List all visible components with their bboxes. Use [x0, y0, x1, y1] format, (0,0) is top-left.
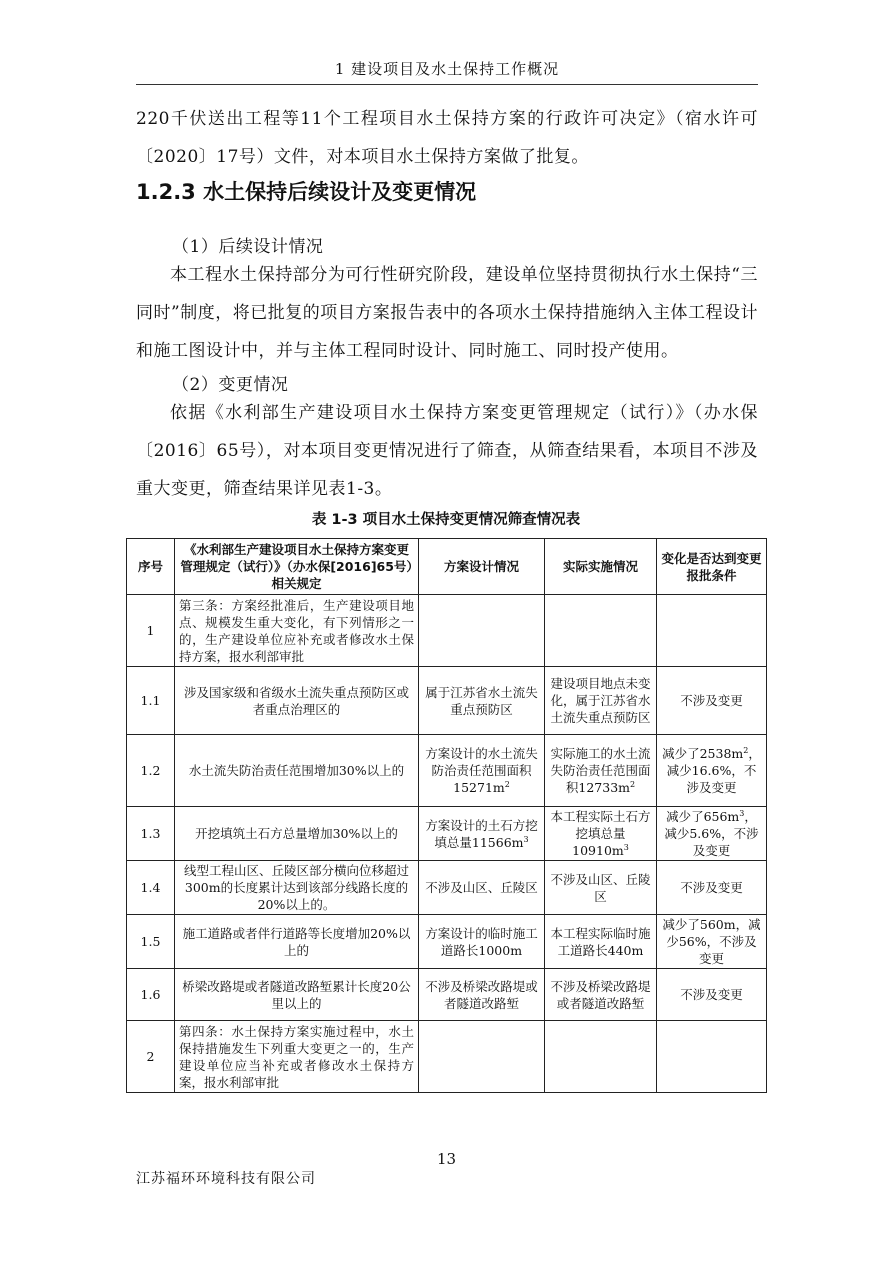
row-reached [657, 595, 767, 667]
row-reached: 减少了560m，减少56%，不涉及变更 [657, 915, 767, 969]
row-design [419, 1021, 545, 1093]
row-actual: 建设项目地点未变化，属于江苏省水土流失重点预防区 [545, 667, 657, 735]
subsection-2-body: 依据《水利部生产建设项目水土保持方案变更管理规定（试行）》（办水保〔2016〕65号），对本项目变更情况进行了筛查，从筛查结果看，本项目不涉及重大变更，筛查结果详见表1-3。 [136, 403, 758, 499]
table-row [127, 1021, 767, 1093]
table-header-row [127, 539, 767, 595]
row-actual: 不涉及山区、丘陵区 [545, 861, 657, 915]
table-row [127, 595, 767, 667]
row-design: 不涉及桥梁改路堤或者隧道改路堑 [419, 969, 545, 1021]
footer-company: 江苏福环环境科技有限公司 [136, 1171, 316, 1187]
table-row [127, 735, 767, 807]
table-row [127, 969, 767, 1021]
row-no: 1.4 [127, 861, 175, 915]
row-reached: 不涉及变更 [657, 969, 767, 1021]
subsection-1-body: 本工程水土保持部分为可行性研究阶段，建设单位坚持贯彻执行水土保持“三同时”制度，将已批复的项目方案报告表中的各项水土保持措施纳入主体工程设计和施工图设计中，并与主体工程同时设计、同时施工、同时投产使用。 [136, 265, 758, 361]
row-rule: 水土流失防治责任范围增加30%以上的 [175, 735, 419, 807]
row-rule: 线型工程山区、丘陵区部分横向位移超过300m的长度累计达到该部分线路长度的20%以上的。 [175, 861, 419, 915]
screening-table [126, 538, 767, 1093]
row-reached: 减少了$656m^3$，减少5.6%，不涉及变更 [657, 807, 767, 861]
page-number: 13 [436, 1150, 457, 1168]
running-header: 1 建设项目及水土保持工作概况 [334, 60, 560, 78]
row-actual [545, 1021, 657, 1093]
row-no: 1.2 [127, 735, 175, 807]
table-row [127, 807, 767, 861]
row-no: 2 [127, 1021, 175, 1093]
table-row [127, 915, 767, 969]
row-no: 1.5 [127, 915, 175, 969]
table-row [127, 667, 767, 735]
row-rule: 涉及国家级和省级水土流失重点预防区或者重点治理区的 [175, 667, 419, 735]
row-actual: 本工程实际临时施工道路长440m [545, 915, 657, 969]
row-actual: 本工程实际土石方挖填总量$10910m^3$ [545, 807, 657, 861]
row-design: 方案设计的土石方挖填总量$11566m^3$ [419, 807, 545, 861]
row-design: 方案设计的临时施工道路长1000m [419, 915, 545, 969]
header-no: 序号 [127, 539, 175, 595]
row-actual [545, 595, 657, 667]
header-rule: 《水利部生产建设项目水土保持方案变更管理规定（试行）》（办水保[2016]65号）相关规定 [175, 539, 419, 595]
subsection-2-title: （2）变更情况 [172, 375, 289, 395]
row-no: 1.3 [127, 807, 175, 861]
table-caption: 表 1-3 项目水土保持变更情况筛查情况表 [311, 512, 581, 528]
row-rule: 施工道路或者伴行道路等长度增加20%以上的 [175, 915, 419, 969]
subsection-1-title: （1）后续设计情况 [172, 237, 324, 257]
row-rule: 第四条：水土保持方案实施过程中，水土保持措施发生下列重大变更之一的，生产建设单位应当补充或者修改水土保持方案，报水利部审批 [175, 1021, 419, 1093]
row-design: 方案设计的水土流失防治责任范围面积$15271m^2$ [419, 735, 545, 807]
row-reached: 不涉及变更 [657, 667, 767, 735]
row-no: 1.1 [127, 667, 175, 735]
row-actual: 不涉及桥梁改路堤或者隧道改路堑 [545, 969, 657, 1021]
row-rule: 第三条：方案经批准后，生产建设项目地点、规模发生重大变化，有下列情形之一的，生产建设单位应补充或者修改水土保持方案，报水利部审批 [175, 595, 419, 667]
header-rule [136, 84, 758, 85]
row-rule: 桥梁改路堤或者隧道改路堑累计长度20公里以上的 [175, 969, 419, 1021]
header-design: 方案设计情况 [419, 539, 545, 595]
header-actual: 实际实施情况 [545, 539, 657, 595]
row-reached [657, 1021, 767, 1093]
header-reached: 变化是否达到变更报批条件 [657, 539, 767, 595]
row-design: 属于江苏省水土流失重点预防区 [419, 667, 545, 735]
row-reached: 减少了$2538m^2$，减少16.6%，不涉及变更 [657, 735, 767, 807]
row-design: 不涉及山区、丘陵区 [419, 861, 545, 915]
row-rule: 开挖填筑土石方总量增加30%以上的 [175, 807, 419, 861]
row-reached: 不涉及变更 [657, 861, 767, 915]
table-row [127, 861, 767, 915]
row-design [419, 595, 545, 667]
row-no: 1 [127, 595, 175, 667]
intro-paragraph: 220千伏送出工程等11个工程项目水土保持方案的行政许可决定》（宿水许可〔2020〕17号）文件，对本项目水土保持方案做了批复。 [136, 109, 758, 167]
section-heading: 1.2.3 水土保持后续设计及变更情况 [136, 180, 477, 204]
row-actual: 实际施工的水土流失防治责任范围面积$12733m^2$ [545, 735, 657, 807]
row-no: 1.6 [127, 969, 175, 1021]
